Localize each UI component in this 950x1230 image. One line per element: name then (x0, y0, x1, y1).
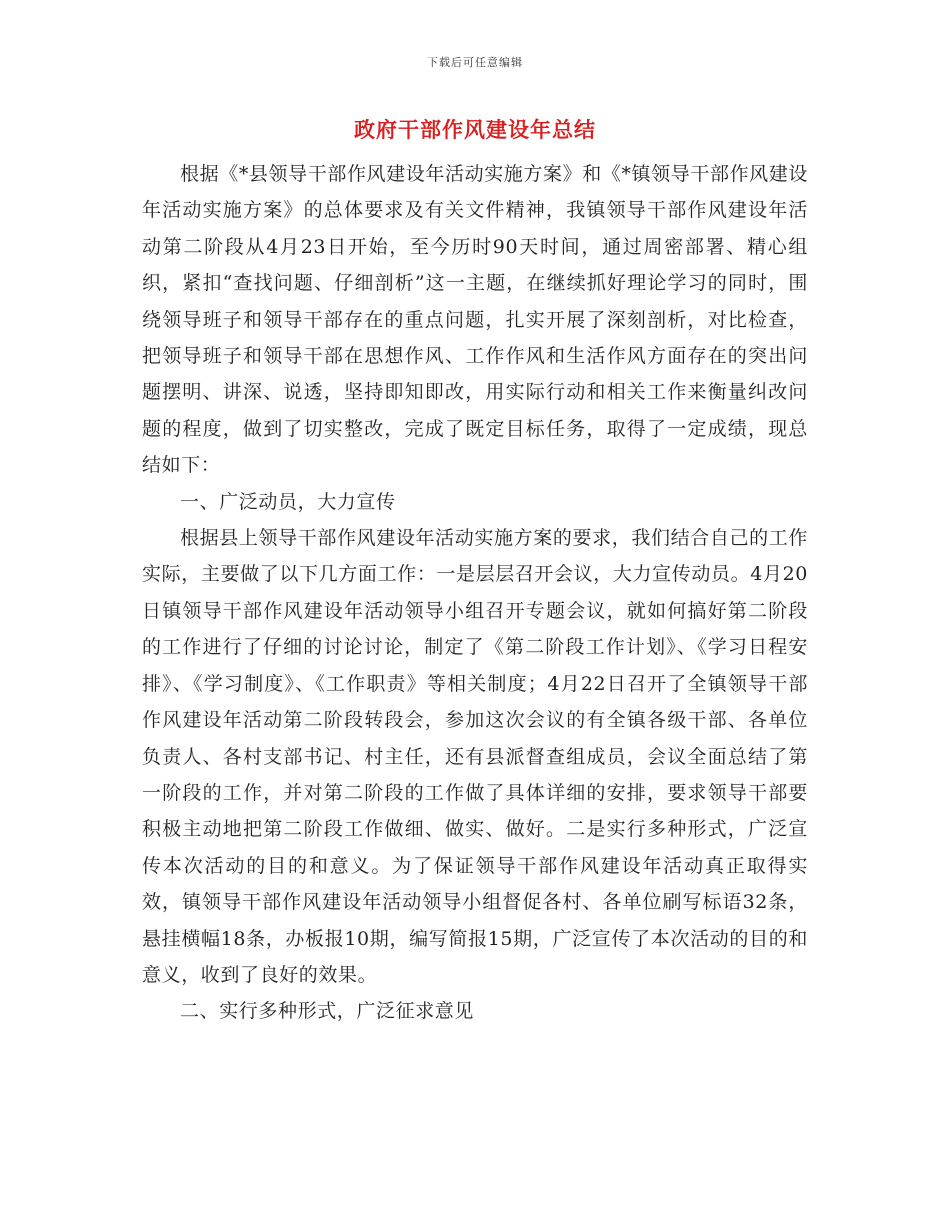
document-title: 政府干部作风建设年总结 (354, 117, 596, 142)
paragraph-section-1: 根据县上领导干部作风建设年活动实施方案的要求，我们结合自己的工作实际，主要做了以下几方面工作：一是层层召开会议，大力宣传动员。4月20日镇领导干部作风建设年活动领导小组召开专题会议，就如何搞好第二阶段的工作进行了仔细的讨论讨论，制定了《第二阶段工作计划》、《学习日程安排》、《学习制度》、《工作职责》等相关制度；4月22日召开了全镇领导干部作风建设年活动第二阶段转段会，参加这次会议的有全镇各级干部、各单位负责人、各村支部书记、村主任，还有县派督查组成员，会议全面总结了第一阶段的工作，并对第二阶段的工作做了具体详细的安排，要求领导干部要积极主动地把第二阶段工作做细、做实、做好。二是实行多种形式，广泛宣传本次活动的目的和意义。为了保证领导干部作风建设年活动真正取得实效，镇领导干部作风建设年活动领导小组督促各村、各单位刷写标语32条，悬挂横幅18条，办板报10期，编写简报15期，广泛宣传了本次活动的目的和意义，收到了良好的效果。 (142, 527, 808, 986)
paragraph-intro: 根据《*县领导干部作风建设年活动实施方案》和《*镇领导干部作风建设年活动实施方案》的总体要求及有关文件精神，我镇领导干部作风建设年活动第二阶段从4月23日开始，至今历时90天时间，通过周密部署、精心组织，紧扣“查找问题、仔细剖析”这一主题，在继续抓好理论学习的同时，围绕领导班子和领导干部存在的重点问题，扎实开展了深刻剖析，对比检查，把领导班子和领导干部在思想作风、工作作风和生活作风方面存在的突出问题摆明、讲深、说透，坚持即知即改，用实际行动和相关工作来衡量纠改问题的程度，做到了切实整改，完成了既定目标任务，取得了一定成绩，现总结如下： (142, 163, 808, 477)
section-heading-1: 一、广泛动员，大力宣传 (180, 490, 396, 513)
document-body (142, 156, 808, 1030)
section-heading-2: 二、实行多种形式，广泛征求意见 (180, 1000, 475, 1023)
header-note: 下载后可任意编辑 (427, 56, 523, 69)
